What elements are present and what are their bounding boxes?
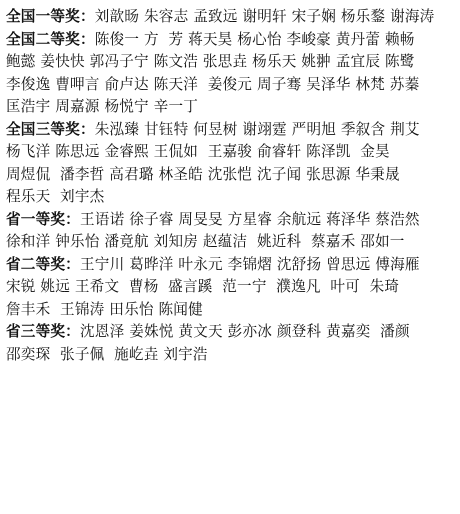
name-list: 詹丰禾 王锦涛 田乐怡 陈闻健	[6, 300, 203, 318]
award-level-label: 省三等奖：	[6, 323, 80, 340]
name-list: 宋锐 姚远 王希文 曹杨 盛言蹊 范一宁 濮逸凡 叶可 朱琦	[6, 278, 400, 295]
award-level-label: 省一等奖：	[6, 210, 80, 228]
award-line	[6, 299, 456, 322]
award-level-label: 全国三等奖：	[6, 120, 95, 138]
award-line	[6, 231, 456, 254]
name-list: 王语诺 徐子睿 周旻旻 方星睿 余航远 蒋泽华 蔡浩然	[79, 210, 420, 228]
award-line	[6, 164, 456, 187]
award-line	[6, 74, 456, 97]
name-list: 陈俊一 方 芳 蒋天昊 杨心怡 李峻豪 黄丹蕾 赖畅	[94, 30, 415, 48]
award-line	[6, 6, 456, 29]
award-line	[6, 344, 456, 367]
name-list: 王宁川 葛晔洋 叶永元 李锦熠 沈舒扬 曾思远 傅海雁	[79, 255, 420, 273]
award-line	[6, 209, 456, 232]
name-list: 朱泓臻 甘钰特 何昱树 谢翊霆 严明旭 季叙含 荆艾	[94, 120, 420, 138]
name-list: 周煜侃 潘李哲 高君璐 林圣皓 沈张恺 沈子闻 张思源 华秉晟	[6, 165, 400, 183]
name-list: 邵奕琛 张子佩 施屹垚 刘宇浩	[6, 345, 208, 363]
name-list: 杨飞洋 陈思远 金睿熙 王侃如 王嘉骏 俞睿轩 陈泽凯 金昊	[6, 143, 390, 160]
award-line	[6, 51, 456, 74]
award-list	[6, 6, 456, 366]
award-level-label: 全国二等奖：	[6, 30, 95, 48]
name-list: 李俊逸 曹呷言 俞卢达 陈天洋 姜俊元 周子骞 吴泽华 林梵 苏蓁	[6, 75, 420, 93]
award-line	[6, 186, 456, 209]
award-line	[6, 119, 456, 142]
name-list: 沈恩泽 姜姝悦 黄文天 彭亦冰 颜登科 黄嘉奕 潘颜	[79, 323, 410, 340]
name-list: 徐和洋 钟乐怡 潘竟航 刘知房 赵蕴洁 姚近科 蔡嘉禾 邵如一	[6, 233, 405, 250]
name-list: 刘歆旸 朱容志 孟致远 谢明轩 宋子娴 杨乐鍪 谢海涛	[94, 8, 435, 25]
award-level-label: 省二等奖：	[6, 255, 80, 273]
name-list: 匡浩宇 周嘉源 杨悦宁 辛一丁	[6, 98, 199, 115]
award-line	[6, 29, 456, 52]
name-list: 鲍懿 姜快快 郭冯子宁 陈文浩 张思垚 杨乐天 姚翀 孟宜辰 陈鹭	[6, 53, 415, 70]
award-line	[6, 321, 456, 344]
award-line	[6, 141, 456, 164]
award-line	[6, 254, 456, 277]
award-level-label: 全国一等奖：	[6, 8, 95, 25]
name-list: 程乐天 刘宇杰	[6, 188, 105, 205]
award-line	[6, 96, 456, 119]
award-line	[6, 276, 456, 299]
